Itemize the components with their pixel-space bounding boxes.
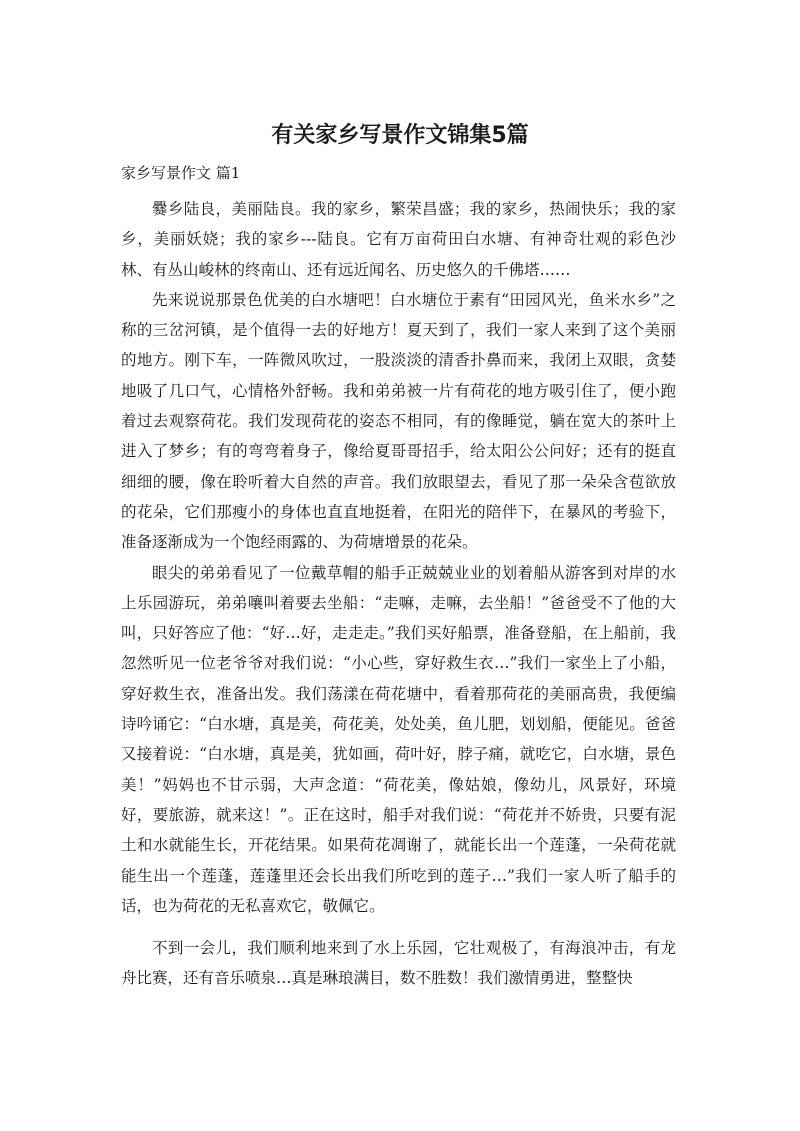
paragraph-2: 先来说说那景色优美的白水塘吧！白水塘位于素有“田园风光，鱼米水乡”之称的三岔河镇，是个值得一去的好地方！夏天到了，我们一家人来到了这个美丽的地方。刚下车，一阵微风吹过，一股淡淡的清香扑鼻而来，我闭上双眼，贪婪地吸了几口气，心情格外舒畅。我和弟弟被一片有荷花的地方吸引住了，便小跑着过去观察荷花。我们发现荷花的姿态不相同，有的像睡觉，躺在宽大的茶叶上进入了梦乡；有的弯弯着身子，像给夏哥哥招手，给太阳公公问好；还有的挺直细细的腰，像在聆听着大自然的声音。我们放眼望去，看见了那一朵朵含苞欲放的花朵，它们那瘦小的身体也直直地挺着，在阳光的陪伴下，在暴风的考验下，准备逐渐成为一个饱经雨露的、为荷塘增景的花朵。	[121, 290, 676, 552]
document-title: 有关家乡写景作文锦集5篇	[271, 123, 529, 148]
paragraph-1: 爨乡陆良，美丽陆良。我的家乡，繁荣昌盛；我的家乡，热闹快乐；我的家乡，美丽妖娆；我的家乡---陆良。它有万亩荷田白水塘、有神奇壮观的彩色沙林、有丛山峻林的终南山、还有远近闻名、历史悠久的千佛塔……	[121, 200, 676, 279]
section-heading: 家乡写景作文 篇1	[121, 164, 241, 182]
paragraph-4: 不到一会儿，我们顺利地来到了水上乐园，它壮观极了，有海浪冲击，有龙舟比赛，还有音乐喷泉…真是琳琅满目，数不胜数！我们激情勇进，整整快	[121, 939, 676, 988]
paragraph-3: 眼尖的弟弟看见了一位戴草帽的船手正兢兢业业的划着船从游客到对岸的水上乐园游玩，弟弟嚷叫着要去坐船：“走嘛，走嘛，去坐船！”爸爸受不了他的大叫，只好答应了他：“好…好，走走走。”我们买好船票，准备登船，在上船前，我忽然听见一位老爷爷对我们说：“小心些，穿好救生衣…”我们一家坐上了小船，穿好救生衣，准备出发。我们荡漾在荷花塘中，看着那荷花的美丽高贵，我便编诗吟诵它：“白水塘，真是美，荷花美，处处美，鱼儿肥，划划船，便能见。爸爸又接着说：“白水塘，真是美，犹如画，荷叶好，脖子痛，就吃它，白水塘，景色美！”妈妈也不甘示弱，大声念道：“荷花美，像姑娘，像幼儿，风景好，环境好，要旅游，就来这！”。正在这时，船手对我们说：“荷花并不娇贵，只要有泥土和水就能生长，开花结果。如果荷花凋谢了，就能长出一个莲蓬，一朵荷花就能生出一个莲蓬，莲蓬里还会长出我们所吃到的莲子…”我们一家人听了船手的话，也为荷花的无私喜欢它，敬佩它。	[121, 563, 676, 915]
document-body	[121, 194, 676, 994]
